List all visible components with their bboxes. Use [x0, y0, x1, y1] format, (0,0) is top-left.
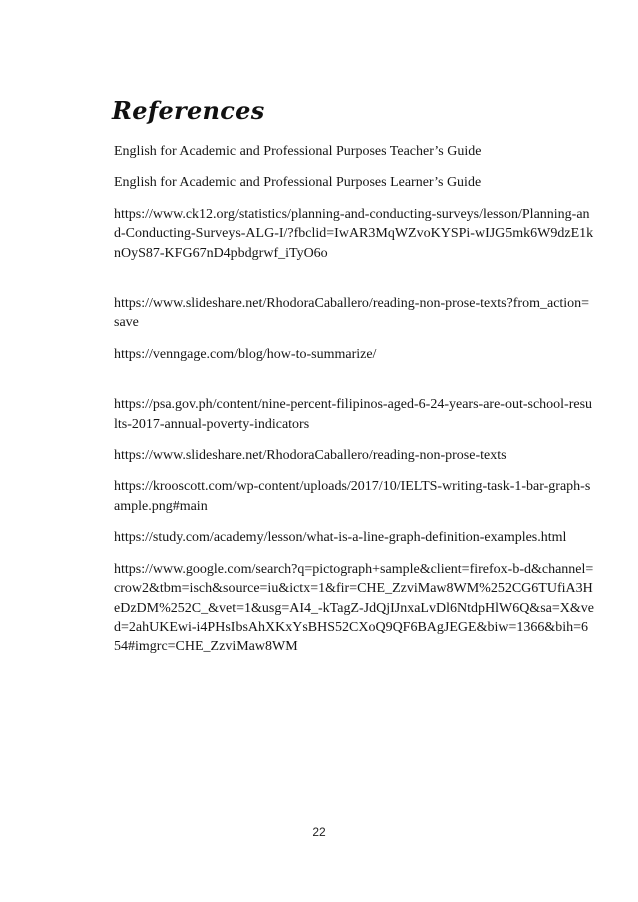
- reference-item: English for Academic and Professional Purposes Learner’s Guide: [114, 175, 482, 191]
- reference-link[interactable]: https://venngage.com/blog/how-to-summarize/: [114, 346, 377, 362]
- reference-link[interactable]: https://www.slideshare.net/RhodoraCaballero/reading-non-prose-texts?from_action=save: [114, 296, 590, 331]
- reference-link[interactable]: https://www.google.com/search?q=pictograph+sample&client=firefox-b-d&channel=crow2&tbm=isch&source=iu&ictx=1&fir=CHE_ZzviMaw8WM%252CG6TUfiA3HeDzDM%252C_&vet=1&usg=AI4_-kTagZ-JdQjIJnxaLvDl6NtdpHlW6Q&sa=X&ved=2ahUKEwi-i4PHsIbsAhXKxYsBHS52CXoQ9QF6BAgJEGE&biw=1366&bih=654#imgrc=CHE_ZzviMaw8WM: [114, 561, 594, 655]
- reference-list: [114, 142, 594, 657]
- reference-link[interactable]: https://www.slideshare.net/RhodoraCaballero/reading-non-prose-texts: [114, 448, 507, 464]
- page-number: 22: [312, 825, 326, 839]
- reference-link[interactable]: https://study.com/academy/lesson/what-is-a-line-graph-definition-examples.html: [114, 530, 567, 546]
- reference-link[interactable]: https://www.ck12.org/statistics/planning-and-conducting-surveys/lesson/Planning-and-Conducting-Surveys-ALG-I/?fbclid=IwAR3MqWZvoKYSPi-wIJG5mk6W9dzE1knOyS87-KFG67nD4pbdgrwf_iTyO6o: [114, 206, 594, 261]
- reference-link[interactable]: https://krooscott.com/wp-content/uploads/2017/10/IELTS-writing-task-1-bar-graph-sample.png#main: [114, 479, 591, 514]
- references-heading: References: [112, 96, 265, 125]
- reference-item: English for Academic and Professional Purposes Teacher’s Guide: [114, 144, 482, 159]
- reference-link[interactable]: https://psa.gov.ph/content/nine-percent-filipinos-aged-6-24-years-are-out-school-results-2017-annual-poverty-indicators: [114, 397, 593, 432]
